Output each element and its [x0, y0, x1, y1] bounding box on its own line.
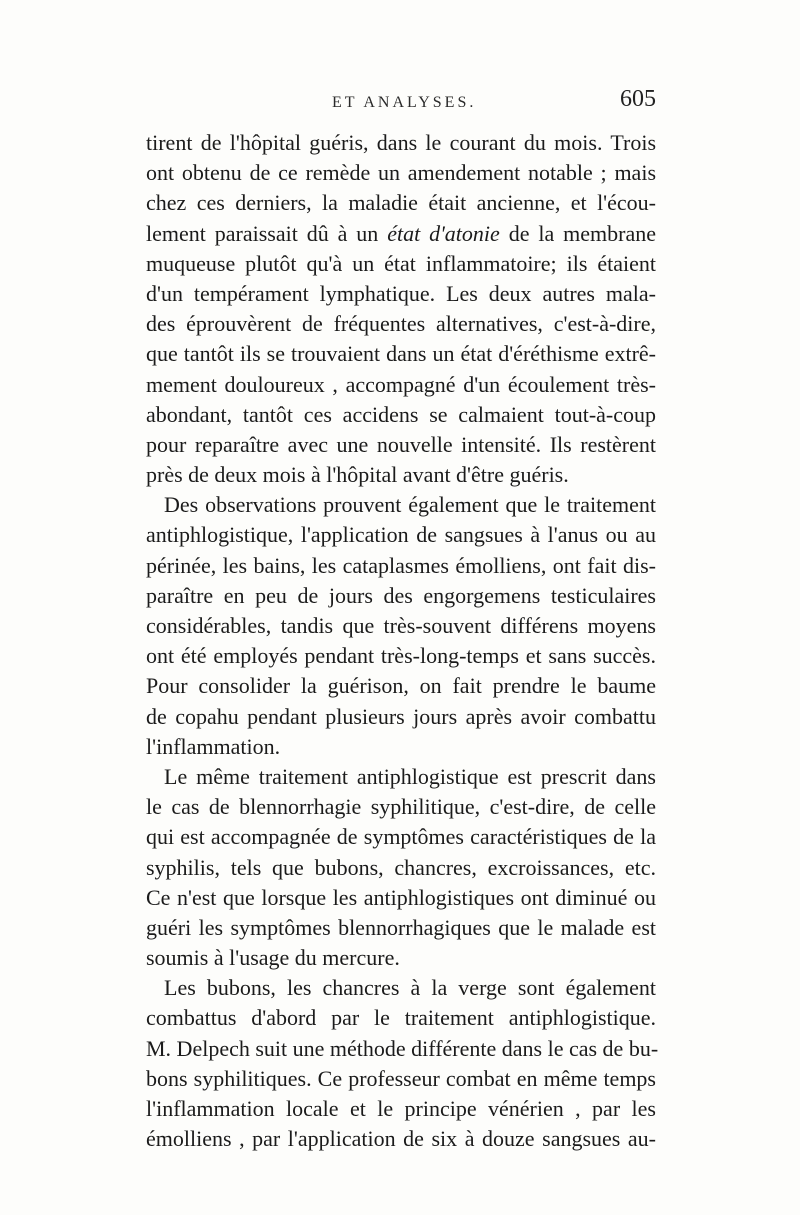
text-line: abondant, tantôt ces accidens se calmaient tout-à-coup [146, 401, 656, 427]
text-line: antiphlogistique, l'application de sangsues à l'anus ou au [146, 522, 656, 548]
text-line: l'inflammation locale et le principe vénérien , par les [146, 1096, 656, 1121]
text-line: Le même traitement antiphlogistique est prescrit dans [164, 763, 656, 789]
text-line: bons syphilitiques. Ce professeur combat en même temps [146, 1065, 656, 1091]
text-line: le cas de blennorrhagie syphilitique, c'est-dire, de celle [146, 794, 656, 820]
text-line: syphilis, tels que bubons, chancres, excroissances, etc. [146, 854, 656, 880]
text-line: chez ces derniers, la maladie était ancienne, et l'écou- [146, 190, 656, 216]
italic-phrase: état d'atonie [387, 220, 500, 246]
text-line: soumis à l'usage du mercure. [146, 945, 400, 971]
text-line: ont obtenu de ce remède un amendement notable ; mais [146, 160, 656, 186]
text-line: qui est accompagnée de symptômes caractéristiques de la [146, 824, 656, 850]
text-line: paraître en peu de jours des engorgemens testiculaires [146, 582, 656, 608]
text-line: que tantôt ils se trouvaient dans un état d'éréthisme extrê- [146, 341, 656, 367]
text-line: Les bubons, les chancres à la verge sont également [164, 975, 656, 1001]
text-line: l'inflammation. [146, 733, 281, 759]
text-line: guéri les symptômes blennorrhagiques que le malade est [146, 914, 656, 940]
body-text [146, 128, 659, 1154]
text-line: Des observations prouvent également que le traitement [164, 492, 656, 518]
text-line: combattus d'abord par le traitement antiphlogistique. [146, 1005, 656, 1031]
page-number: 605 [620, 86, 656, 112]
text-line: d'un tempérament lymphatique. Les deux autres mala- [146, 280, 656, 306]
text-line: Pour consolider la guérison, on fait prendre le baume [146, 673, 656, 699]
text-line: mement douloureux , accompagné d'un écoulement très- [146, 371, 656, 397]
text-line: de copahu pendant plusieurs jours après avoir combattu [146, 703, 656, 729]
text-line: muqueuse plutôt qu'à un état inflammatoire; ils étaient [146, 250, 656, 276]
text-line: des éprouvèrent de fréquentes alternatives, c'est-à-dire, [146, 311, 656, 337]
running-title: ET ANALYSES. [332, 94, 477, 111]
text-line-tail: de la membrane [508, 220, 657, 246]
text-line: pour reparaître avec une nouvelle intensité. Ils restèrent [146, 431, 656, 457]
text-line-head: lement paraissait dû à un [146, 220, 379, 246]
text-line: considérables, tandis que très-souvent différens moyens [146, 613, 656, 638]
text-line: près de deux mois à l'hôpital avant d'être guéris. [146, 462, 569, 488]
text-line: émolliens , par l'application de six à douze sangsues au- [146, 1126, 656, 1152]
text-line: périnée, les bains, les cataplasmes émolliens, ont fait dis- [146, 552, 656, 578]
text-line: M. Delpech suit une méthode différente dans le cas de bu- [146, 1035, 659, 1061]
text-line-with-italic [146, 219, 656, 249]
text-line: ont été employés pendant très-long-temps et sans succès. [146, 643, 656, 669]
text-line: tirent de l'hôpital guéris, dans le courant du mois. Trois [146, 130, 656, 155]
page-header [146, 86, 656, 126]
text-line: Ce n'est que lorsque les antiphlogistiques ont diminué ou [146, 884, 656, 910]
